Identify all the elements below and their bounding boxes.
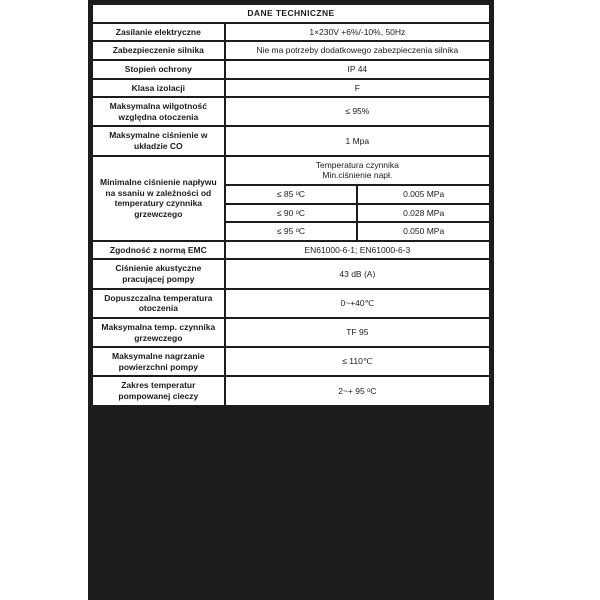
pressure-block-header-row [93, 157, 489, 184]
row-value: TF 95 [226, 319, 489, 346]
table-row [93, 24, 489, 41]
pressure-temperature: ≤ 90 ᵒC [226, 205, 357, 222]
row-label: Zakres temperatur pompowanej cieczy [93, 377, 224, 404]
row-value: 43 dB (A) [226, 260, 489, 287]
pressure-temperature: ≤ 85 ᵒC [226, 186, 357, 203]
row-label: Maksymalne ciśnienie w układzie CO [93, 127, 224, 154]
row-value: 1 Mpa [226, 127, 489, 154]
technical-data-table [91, 3, 491, 407]
row-label: Maksymalne nagrzanie powierzchni pompy [93, 348, 224, 375]
row-label: Klasa izolacji [93, 80, 224, 97]
pressure-value: 0.028 MPa [358, 205, 489, 222]
row-value: ≤ 95% [226, 98, 489, 125]
pressure-block-label: Minimalne ciśnienie napływu na ssaniu w zależności od temperatury czynnika grzewczego [93, 157, 224, 240]
row-value: IP 44 [226, 61, 489, 78]
row-value: 1×230V +6%/-10%, 50Hz [226, 24, 489, 41]
pressure-value: 0.050 MPa [358, 223, 489, 240]
row-value: F [226, 80, 489, 97]
row-label: Maksymalna wilgotność względna otoczenia [93, 98, 224, 125]
table-row [93, 127, 489, 154]
table-row [93, 61, 489, 78]
pressure-value: 0.005 MPa [358, 186, 489, 203]
row-label: Ciśnienie akustyczne pracującej pompy [93, 260, 224, 287]
row-value: ≤ 110℃ [226, 348, 489, 375]
pressure-header-line1: Temperatura czynnika [315, 159, 399, 170]
table-row [93, 242, 489, 259]
table-title-row [93, 5, 489, 22]
row-label: Zasilanie elektryczne [93, 24, 224, 41]
table-row [93, 348, 489, 375]
table-row [93, 80, 489, 97]
row-label: Dopuszczalna temperatura otoczenia [93, 290, 224, 317]
row-label: Zgodność z normą EMC [93, 242, 224, 259]
row-value: 0~+40℃ [226, 290, 489, 317]
pressure-block-header [226, 157, 489, 184]
table-title: DANE TECHNICZNE [93, 5, 489, 22]
table-row [93, 98, 489, 125]
pressure-temperature: ≤ 95 ᵒC [226, 223, 357, 240]
spec-sheet [88, 0, 494, 600]
table-row [93, 260, 489, 287]
row-value: EN61000-6-1; EN61000-6-3 [226, 242, 489, 259]
row-label: Stopień ochrony [93, 61, 224, 78]
table-row [93, 290, 489, 317]
row-label: Zabezpieczenie silnika [93, 42, 224, 59]
spec-table-wrapper [91, 3, 491, 407]
row-value: 2~+ 95 ᵒC [226, 377, 489, 404]
table-row [93, 42, 489, 59]
table-row [93, 319, 489, 346]
row-value: Nie ma potrzeby dodatkowego zabezpieczenia silnika [226, 42, 489, 59]
pressure-header-line2: Min.ciśnienie napł. [322, 170, 393, 181]
table-row [93, 377, 489, 404]
row-label: Maksymalna temp. czynnika grzewczego [93, 319, 224, 346]
